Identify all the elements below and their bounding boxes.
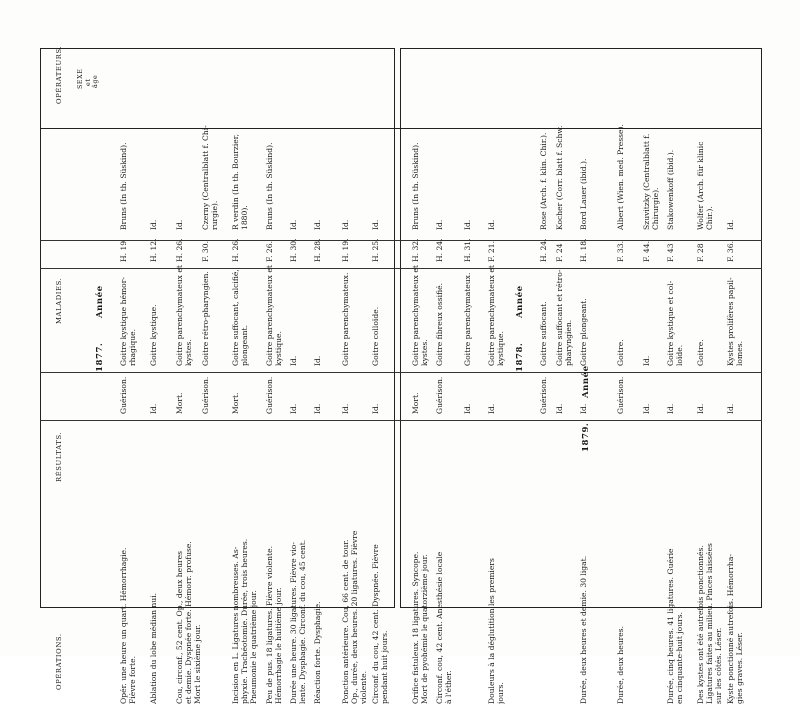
maladie-cell: Goitre parenchymateux. (342, 273, 350, 366)
maladie-cell: Goitre suffocant et rétro- (556, 270, 564, 366)
operation-cell: Durée, deux heures. (617, 626, 625, 704)
operation-cell: Peu de pus. 18 ligatures. Fièvre violente. (266, 546, 274, 704)
operateur-cell: Wolfer (Arch. für klinic (697, 142, 705, 230)
sexe-age-cell: F. 33. (617, 241, 625, 262)
maladie-cell: Goitre. (617, 339, 625, 366)
year-annee: Année (516, 285, 525, 318)
operateur-cell: Bruns (In th. Süskind). (266, 143, 274, 231)
operateur-cell: Kocher (Corr. blatt f. Schw. (556, 126, 564, 230)
operateur-cell: Czerny (Centralblatt f. Chi- (202, 125, 210, 230)
year-heading: 1877. (96, 343, 105, 372)
maladie-cell: Goitre suffocant, calcifié, (232, 269, 240, 366)
header-operateurs: OPÉRATEURS. (56, 46, 63, 104)
maladie-cell: Id. (643, 356, 651, 366)
operateur-cell: Id. (727, 220, 735, 230)
sexe-age-cell: F. 30. (202, 241, 210, 262)
year-heading: 1879. (582, 423, 591, 452)
operateur-cell: Id. (314, 220, 322, 230)
operation-cell: Cou, circonf., 52 cent. Op., deux heures (176, 551, 184, 704)
resultat-cell: Guérison. (202, 377, 210, 414)
resultat-cell: Id. (643, 404, 651, 414)
sexe-age-cell: H. 24. (436, 238, 444, 262)
maladie-cell: Goitre rétro-pharyngien. (202, 271, 210, 366)
sexe-age-cell: H. 28. (314, 238, 322, 262)
operateur-cell: 1880). (241, 205, 249, 230)
operateur-cell: Id. (464, 220, 472, 230)
maladie-cell: kystes. (185, 339, 193, 366)
sexe-age-cell: H. 25. (372, 238, 380, 262)
operation-cell: lente. Dysphagie. Circonf. du cou, 45 cent. (299, 540, 307, 704)
maladie-cell: Goitre colloïde. (372, 307, 380, 366)
year-annee: Année (96, 285, 105, 318)
resultat-cell: Guérison. (617, 377, 625, 414)
sexe-age-cell: H. 31. (464, 238, 472, 262)
operateur-cell: Id. (150, 220, 158, 230)
resultat-cell: Id. (372, 404, 380, 414)
maladie-cell: Goitre kystique hémor- (120, 277, 128, 366)
maladie-cell: loïde. (676, 345, 684, 366)
sexe-age-cell: H. 26. (232, 238, 240, 262)
operation-cell: Ablation du lobe médian nui. (150, 593, 158, 704)
operateur-cell: Id. (488, 220, 496, 230)
header-operations: OPÉRATIONS. (56, 633, 63, 690)
operation-cell: Incision en L. Ligatures nombreuses. As- (232, 547, 240, 704)
operation-cell: Mort le sixième jour. (194, 625, 202, 704)
sexe-age-cell: H. 32. (412, 238, 420, 262)
resultat-cell: Id. (150, 404, 158, 414)
operateur-cell: Id. (290, 220, 298, 230)
resultat-cell: Mort. (412, 393, 420, 414)
year-heading: 1878. (516, 343, 525, 372)
maladie-cell: Goitre parenchymateux et (488, 265, 496, 366)
maladie-cell: Goitre plongeant. (580, 298, 588, 366)
column-rule (40, 268, 762, 269)
sexe-age-cell: H. 19 (120, 241, 128, 262)
resultat-cell: Mort. (232, 393, 240, 414)
sexe-age-cell: H. 26. (176, 238, 184, 262)
resultat-cell: Id. (488, 404, 496, 414)
operation-cell: sur les côtés. Léser. (715, 628, 723, 704)
maladie-cell: Goitre parenchymateux et (176, 265, 184, 366)
sexe-age-cell: H. 12. (150, 238, 158, 262)
operation-cell: Durée, deux heures et demie. 30 ligat. (580, 556, 588, 704)
operateur-cell: Rose (Arch. f. klin. Chir.). (540, 133, 548, 230)
operateur-cell: Id. (372, 220, 380, 230)
operateur-cell: Id. (436, 220, 444, 230)
operation-cell: pendant huit jours. (381, 631, 389, 704)
operateur-cell: Bruns (In th. Süskind). (120, 143, 128, 231)
resultat-cell: Id. (727, 404, 735, 414)
operation-cell: et demie. Dyspnée forte. Hémorr. profuse. (185, 541, 193, 704)
header-maladies: MALADIES. (56, 278, 63, 324)
resultat-cell: Guérison. (436, 377, 444, 414)
operation-cell: gies graves. Léser. (736, 632, 744, 704)
header-sexe-age: âge (93, 75, 99, 88)
operateur-cell: Id. (342, 220, 350, 230)
operation-cell: Des kystes ont été autrefois ponctionnés. (697, 545, 705, 704)
operation-cell: Ligatures faites au milieu. Pinces laissées (706, 543, 714, 704)
sexe-age-cell: F. 28 (697, 243, 705, 262)
operation-cell: Douleurs à la déglutition les premiers (488, 558, 496, 704)
operation-cell: Pneumonie le quatrième jour. (250, 590, 258, 704)
operateur-cell: R verdin (In th. Bourzier, (232, 134, 240, 230)
sexe-age-cell: F. 43 (667, 243, 675, 262)
resultat-cell: Id. (667, 404, 675, 414)
operation-cell: Opér. une heure un quart. Hémorrhagie. (120, 548, 128, 704)
operation-cell: Circonf. du cou, 42 cent. Dyspnée. Fièvre (372, 544, 380, 704)
sexe-age-cell: H. 19. (342, 238, 350, 262)
page-gutter (394, 48, 401, 608)
maladie-cell: Goitre kystique. (150, 304, 158, 366)
resultat-cell: Guérison. (120, 377, 128, 414)
resultat-cell: Id. (342, 404, 350, 414)
operation-cell: Orifice fistuleux. 18 ligatures. Syncope. (412, 552, 420, 704)
operation-cell: Durée une heure. 30 ligatures. Fièvre vio- (290, 542, 298, 704)
maladie-cell: Goitre parenchymateux et (266, 265, 274, 366)
maladie-cell: kystes. (421, 339, 429, 366)
operation-cell: Réaction forte. Dysphagie. (314, 602, 322, 704)
sexe-age-cell: H. 30. (290, 238, 298, 262)
sexe-age-cell: F. 24 (556, 243, 564, 262)
operation-cell: jours. (497, 682, 505, 704)
sexe-age-cell: H. 24. (540, 238, 548, 262)
maladie-cell: lomes. (736, 341, 744, 366)
operation-cell: phyxie. Trachéotomie. Durée, trois heures. (241, 539, 249, 704)
resultat-cell: Id. (580, 404, 588, 414)
operateur-cell: rurgie). (211, 201, 219, 230)
operateur-cell: Chir.). (706, 206, 714, 230)
operation-cell: Fièvre forte. (129, 656, 137, 704)
operateur-cell: Bord Lauer (ibid.). (580, 159, 588, 230)
operation-cell: en cinquante-huit jours. (676, 612, 684, 704)
operation-cell: Mort de pyohémie le quatorzième jour. (421, 554, 429, 704)
resultat-cell: Id. (697, 404, 705, 414)
sexe-age-cell: F. 44. (643, 241, 651, 262)
maladie-cell: Id. (290, 356, 298, 366)
resultat-cell: Id. (314, 404, 322, 414)
operateur-cell: Stakowenkoff (ibid.). (667, 150, 675, 230)
operation-cell: Durée, cinq heures. 41 ligatures. Guérie (667, 548, 675, 704)
operation-cell: Ponction antérieure. Cou, 66 cent. de tour. (342, 540, 350, 704)
maladie-cell: kystique. (497, 331, 505, 366)
operateur-cell: Szuvitzky (Centralblatt f. (643, 134, 651, 230)
header-resultats: RÉSULTATS. (56, 432, 63, 482)
maladie-cell: Kystes prolifères papil- (727, 277, 735, 366)
maladie-cell: Goitre kystique et col- (667, 281, 675, 366)
maladie-cell: plongeant. (241, 325, 249, 366)
resultat-cell: Guérison. (266, 377, 274, 414)
sexe-age-cell: H. 18. (580, 238, 588, 262)
operation-cell: Op., durée, deux heures. 20 ligatures. Fièvre (351, 531, 359, 704)
column-rule (40, 372, 762, 373)
operateur-cell: Chirurgie). (652, 188, 660, 230)
column-rule (40, 420, 762, 421)
operateur-cell: Bruns (In th. Süskind). (412, 143, 420, 231)
header-sexe: SEXE (78, 69, 84, 89)
sexe-age-cell: F. 36. (727, 241, 735, 262)
operation-cell: Kyste ponctionné autrefois. Hémorrha- (727, 554, 735, 704)
maladie-cell: Goitre fibreux ossifié. (436, 283, 444, 366)
operation-cell: violente. (360, 671, 368, 704)
resultat-cell: Mort. (176, 393, 184, 414)
maladie-cell: Goitre. (697, 339, 705, 366)
maladie-cell: Goitre suffocant. (540, 301, 548, 366)
header-separator (40, 128, 762, 129)
operateur-cell: Id. (176, 220, 184, 230)
header-sexe-et: et (86, 79, 92, 86)
resultat-cell: Guérison. (540, 377, 548, 414)
resultat-cell: Id. (464, 404, 472, 414)
maladie-cell: Goitre parenchymateux. (464, 273, 472, 366)
operation-cell: à l'éther. (445, 670, 453, 704)
operateur-cell: Albert (Wien. med. Presse). (617, 124, 625, 230)
resultat-cell: Id. (290, 404, 298, 414)
resultat-cell: Id. (556, 404, 564, 414)
maladie-cell: Goitre parenchymateux et (412, 265, 420, 366)
sexe-age-cell: F. 21. (488, 241, 496, 262)
sexe-age-cell: F. 26. (266, 241, 274, 262)
operation-cell: Circonf. cou, 42 cent. Anesthésie locale (436, 552, 444, 704)
maladie-cell: kystique. (275, 331, 283, 366)
maladie-cell: pharyngien. (565, 320, 573, 366)
year-annee: Année (582, 365, 591, 398)
maladie-cell: rhagique. (129, 329, 137, 366)
operation-cell: Hémorrhagie le huitième jour. (275, 588, 283, 704)
maladie-cell: Id. (314, 356, 322, 366)
